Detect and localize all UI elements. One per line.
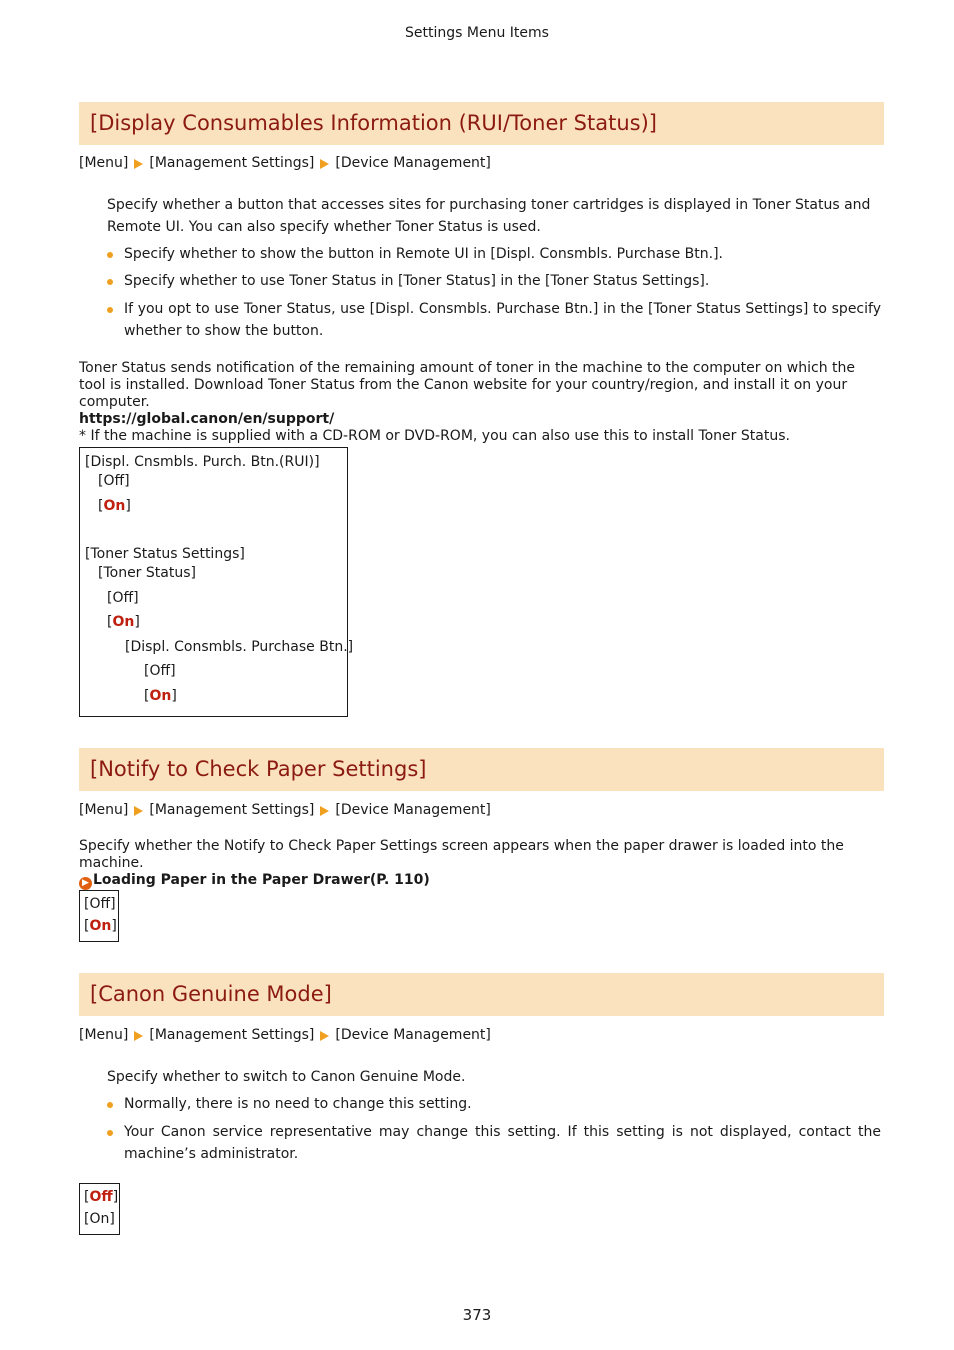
- option-off: [Off]: [144, 663, 176, 679]
- breadcrumb-menu: [Menu]: [79, 155, 129, 171]
- loading-paper-link[interactable]: ▶ Loading Paper in the Paper Drawer(P. 110): [79, 872, 884, 890]
- option-off-default: [Off]: [84, 1189, 119, 1205]
- list-item: Normally, there is no need to change this setting.: [107, 1093, 881, 1115]
- arrow-right-icon: [134, 806, 143, 816]
- option-on-default: [On]: [107, 614, 140, 630]
- breadcrumb-menu: [Menu]: [79, 802, 129, 818]
- option-on: [On]: [84, 1211, 115, 1227]
- arrow-right-icon: [320, 1031, 329, 1041]
- list-item: Specify whether to show the button in Remote UI in [Displ. Consmbls. Purchase Btn.].: [107, 243, 881, 265]
- page-number: 373: [462, 1306, 492, 1324]
- options-box: [79, 890, 119, 942]
- bullet-icon: [107, 307, 113, 313]
- arrow-right-icon: [134, 159, 143, 169]
- toner-status-note: Toner Status sends notification of the remaining amount of toner in the machine to the computer on which the tool is installed. Download Toner Status from the Canon website for your country/region, and install it on your computer. https://global.canon/en/support/ * If the machine is supplied with a CD-ROM or DVD-ROM, you can also use this to install Toner Status.: [79, 360, 884, 445]
- arrow-right-icon: [320, 159, 329, 169]
- option-on-default: [On]: [144, 688, 177, 704]
- breadcrumb: [79, 802, 491, 818]
- option-off: [Off]: [98, 473, 130, 489]
- options-box: [79, 1183, 120, 1235]
- arrow-right-icon: [134, 1031, 143, 1041]
- list-item: Your Canon service representative may change this setting. If this setting is not displayed, contact the machine’s administrator.: [107, 1121, 881, 1165]
- breadcrumb: [79, 155, 491, 171]
- running-header: Settings Menu Items: [405, 25, 549, 41]
- bullet-icon: [107, 252, 113, 258]
- arrow-right-icon: [320, 806, 329, 816]
- section-title-display-consumables: [Display Consumables Information (RUI/Toner Status)]: [79, 102, 884, 145]
- breadcrumb-device: [Device Management]: [335, 1027, 491, 1043]
- section3-intro: Specify whether to switch to Canon Genuine Mode.: [107, 1069, 466, 1085]
- option-on-default: [On]: [98, 498, 131, 514]
- list-item: If you opt to use Toner Status, use [Displ. Consmbls. Purchase Btn.] in the [Toner Status Settings] to specify whether to show the button.: [107, 298, 881, 342]
- section-title-canon-genuine: [Canon Genuine Mode]: [79, 973, 884, 1016]
- section-title-notify-paper: [Notify to Check Paper Settings]: [79, 748, 884, 791]
- option-off: [Off]: [84, 896, 116, 912]
- link-arrow-icon: ▶: [79, 877, 92, 890]
- breadcrumb-device: [Device Management]: [335, 155, 491, 171]
- settings-tree-box: [Displ. Cnsmbls. Purch. Btn.(RUI)] [Off] [On] [Toner Status Settings] [Toner Status] [Off] [On] [Displ. Consmbls. Purchase Btn.] [Off] [On]: [79, 447, 348, 717]
- breadcrumb-management: [Management Settings]: [149, 1027, 315, 1043]
- support-link[interactable]: https://global.canon/en/support/: [79, 411, 335, 427]
- option-off: [Off]: [107, 590, 139, 606]
- list-item: Specify whether to use Toner Status in [Toner Status] in the [Toner Status Settings].: [107, 270, 881, 292]
- section2-desc: Specify whether the Notify to Check Paper Settings screen appears when the paper drawer is loaded into the machine. ▶ Loading Paper in the Paper Drawer(P. 110): [79, 838, 884, 890]
- bullet-icon: [107, 1102, 113, 1108]
- bullet-icon: [107, 279, 113, 285]
- breadcrumb-menu: [Menu]: [79, 1027, 129, 1043]
- breadcrumb-management: [Management Settings]: [149, 155, 315, 171]
- breadcrumb-device: [Device Management]: [335, 802, 491, 818]
- section1-intro: Specify whether a button that accesses sites for purchasing toner cartridges is displayed in Toner Status and Remote UI. You can also specify whether Toner Status is used.: [107, 197, 871, 235]
- breadcrumb-management: [Management Settings]: [149, 802, 315, 818]
- option-on-default: [On]: [84, 918, 117, 934]
- breadcrumb: [79, 1027, 491, 1043]
- bullet-icon: [107, 1130, 113, 1136]
